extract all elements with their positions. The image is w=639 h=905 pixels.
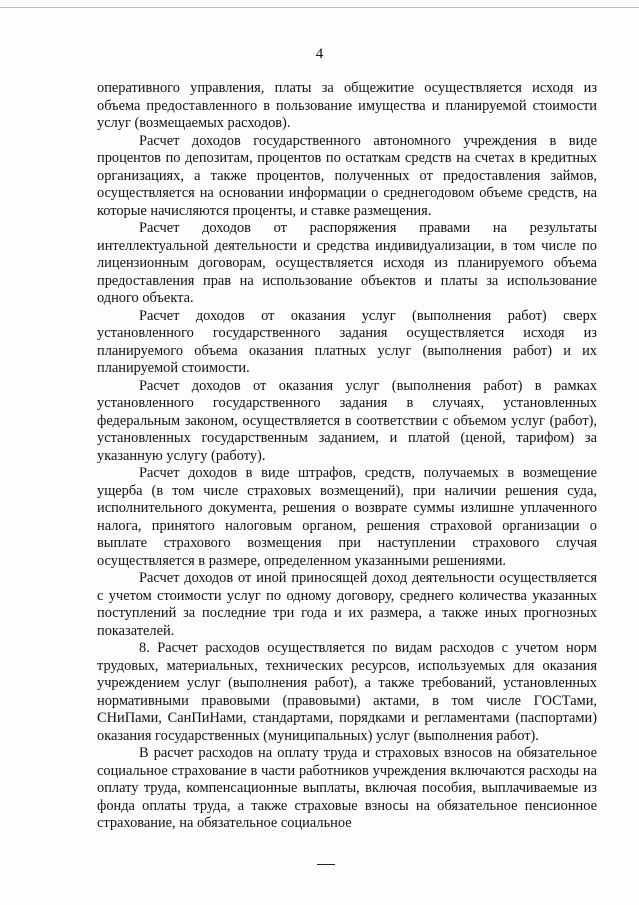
paragraph-fines: Расчет доходов в виде штрафов, средств, получаемых в возмещение ущерба (в том числе страховых возмещений), при наличии решения суда, исполнительного документа, решения о возврате суммы излишне уплаченного налога, принятого налоговым органом, решения страховой организации о выплате страхового возмещения при наступлении страхового случая осуществляется в размере, определенном указанными решениями.	[97, 465, 597, 569]
paragraph-services-within-assignment: Расчет доходов от оказания услуг (выполнения работ) в рамках установленного государственного задания в случаях, установленных федеральным законом, осуществляется в соответствии с объемом услуг (работ), установленных государственным заданием, и платой (ценой, тарифом) за указанную услугу (работу).	[97, 377, 597, 464]
paragraph-labor-expenses: В расчет расходов на оплату труда и страховых взносов на обязательное социальное страхование в части работников учреждения включаются расходы на оплату труда, компенсационные выплаты, включая пособия, выплачиваемые из фонда оплаты труда, а также страховые взносы на обязательное пенсионное страхование, на обязательное социальное	[97, 745, 597, 831]
document-body	[97, 80, 597, 833]
paragraph-deposit-interest: Расчет доходов государственного автономного учреждения в виде процентов по депозитам, процентов по остаткам средств на счетах в кредитных организациях, а также процентов, полученных от предоставления займов, осуществляется на основании информации о среднегодовом объеме средств, на которые начисляются проценты, и ставке размещения.	[97, 132, 597, 219]
scan-mark	[317, 864, 335, 865]
paragraph-intellectual-property: Расчет доходов от распоряжения правами на результаты интеллектуальной деятельности и средства индивидуализации, в том числе по лицензионным договорам, осуществляется исходя из планируемого объема предоставления прав на использование объектов и платы за использование одного объекта.	[97, 220, 597, 306]
paragraph-other-income: Расчет доходов от иной приносящей доход деятельности осуществляется с учетом стоимости услуг по одному договору, среднего количества указанных поступлений за последние три года и их размера, а также иных прогнозных показателей.	[97, 570, 597, 639]
paragraph-services-above-assignment: Расчет доходов от оказания услуг (выполнения работ) сверх установленного государственного задания осуществляется исходя из планируемого объема оказания платных услуг (выполнения работ) и их планируемой стоимости.	[97, 307, 597, 376]
scan-edge-line	[0, 7, 639, 8]
paragraph-continued: оперативного управления, платы за общежитие осуществляется исходя из объема предоставленного в пользование имущества и планируемой стоимости услуг (возмещаемых расходов).	[97, 80, 597, 131]
page-number: 4	[315, 46, 324, 62]
paragraph-expense-calculation: 8. Расчет расходов осуществляется по видам расходов с учетом норм трудовых, материальных, технических ресурсов, используемых для оказания учреждением услуг (выполнения работ), а также требований, установленных нормативными правовыми (правовыми) актами, в том числе ГОСТами, СНиПами, СанПиНами, стандартами, порядками и регламентами (паспортами) оказания государственных (муниципальных) услуг (выполнения работ).	[97, 640, 597, 744]
